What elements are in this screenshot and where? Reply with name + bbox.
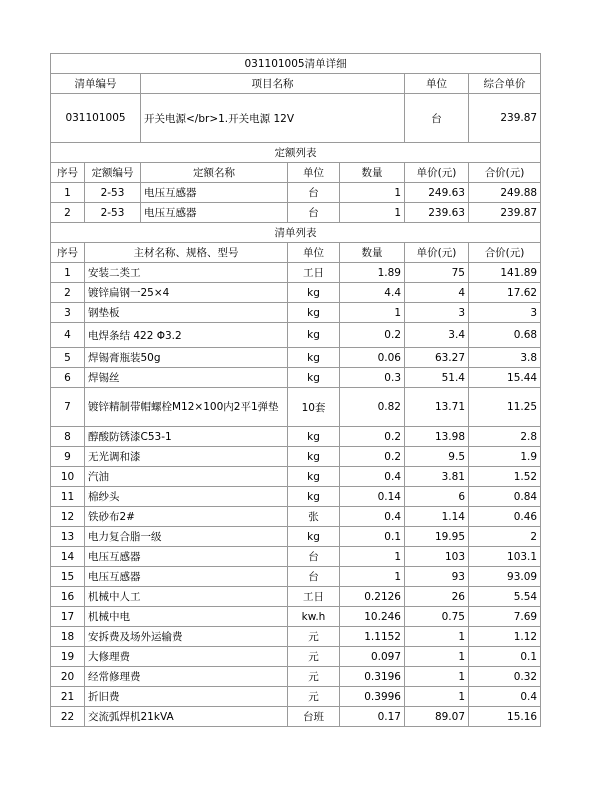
material-seq: 7 bbox=[51, 388, 85, 427]
material-seq: 3 bbox=[51, 303, 85, 323]
material-row bbox=[51, 547, 541, 567]
material-unit: 10套 bbox=[288, 388, 340, 427]
material-unit: kg bbox=[288, 323, 340, 348]
material-price: 1 bbox=[405, 687, 469, 707]
quota-name: 电压互感器 bbox=[141, 183, 288, 203]
material-seq: 4 bbox=[51, 323, 85, 348]
material-name: 钢垫板 bbox=[85, 303, 288, 323]
material-name: 安拆费及场外运输费 bbox=[85, 627, 288, 647]
material-price: 3 bbox=[405, 303, 469, 323]
material-price-header: 单价(元) bbox=[405, 243, 469, 263]
quota-total-header: 合价(元) bbox=[469, 163, 541, 183]
material-header-row bbox=[51, 243, 541, 263]
material-qty: 0.14 bbox=[340, 487, 405, 507]
material-row bbox=[51, 567, 541, 587]
material-seq: 19 bbox=[51, 647, 85, 667]
material-total: 1.9 bbox=[469, 447, 541, 467]
quota-price: 239.63 bbox=[405, 203, 469, 223]
bill-code-header: 清单编号 bbox=[51, 74, 141, 94]
quota-price: 249.63 bbox=[405, 183, 469, 203]
material-seq: 12 bbox=[51, 507, 85, 527]
material-seq: 21 bbox=[51, 687, 85, 707]
bill-detail-table bbox=[50, 53, 541, 727]
material-total: 5.54 bbox=[469, 587, 541, 607]
material-qty: 1.1152 bbox=[340, 627, 405, 647]
material-unit: kg bbox=[288, 467, 340, 487]
material-price: 6 bbox=[405, 487, 469, 507]
material-name: 电焊条结 422 Φ3.2 bbox=[85, 323, 288, 348]
material-qty: 0.3996 bbox=[340, 687, 405, 707]
material-qty: 0.1 bbox=[340, 527, 405, 547]
material-name: 电力复合脂一级 bbox=[85, 527, 288, 547]
quota-total: 249.88 bbox=[469, 183, 541, 203]
material-row bbox=[51, 487, 541, 507]
material-name: 镀锌精制带帽螺栓M12×100内2平1弹垫 bbox=[85, 388, 288, 427]
material-unit: 工日 bbox=[288, 263, 340, 283]
material-total-header: 合价(元) bbox=[469, 243, 541, 263]
material-name: 汽油 bbox=[85, 467, 288, 487]
material-row bbox=[51, 587, 541, 607]
material-name: 焊锡丝 bbox=[85, 368, 288, 388]
material-unit: kg bbox=[288, 427, 340, 447]
material-name: 机械中电 bbox=[85, 607, 288, 627]
material-row bbox=[51, 627, 541, 647]
material-seq: 10 bbox=[51, 467, 85, 487]
material-row bbox=[51, 607, 541, 627]
material-qty: 1.89 bbox=[340, 263, 405, 283]
material-name: 经常修理费 bbox=[85, 667, 288, 687]
material-seq: 15 bbox=[51, 567, 85, 587]
quota-code-header: 定额编号 bbox=[85, 163, 141, 183]
material-name: 交流弧焊机21kVA bbox=[85, 707, 288, 727]
material-qty: 0.4 bbox=[340, 507, 405, 527]
quota-code: 2-53 bbox=[85, 183, 141, 203]
quota-unit: 台 bbox=[288, 183, 340, 203]
material-unit: 台 bbox=[288, 567, 340, 587]
material-total: 1.52 bbox=[469, 467, 541, 487]
material-total: 17.62 bbox=[469, 283, 541, 303]
material-qty: 1 bbox=[340, 567, 405, 587]
material-total: 0.32 bbox=[469, 667, 541, 687]
quota-unit-header: 单位 bbox=[288, 163, 340, 183]
material-unit-header: 单位 bbox=[288, 243, 340, 263]
material-row bbox=[51, 427, 541, 447]
material-total: 103.1 bbox=[469, 547, 541, 567]
bill-price-header: 综合单价 bbox=[469, 74, 541, 94]
bill-header-row bbox=[51, 74, 541, 94]
material-row bbox=[51, 527, 541, 547]
material-qty-header: 数量 bbox=[340, 243, 405, 263]
material-name: 电压互感器 bbox=[85, 567, 288, 587]
material-unit: kw.h bbox=[288, 607, 340, 627]
material-unit: kg bbox=[288, 348, 340, 368]
bill-unit: 台 bbox=[405, 94, 469, 143]
material-unit: 元 bbox=[288, 687, 340, 707]
material-unit: kg bbox=[288, 527, 340, 547]
material-price: 1 bbox=[405, 667, 469, 687]
material-total: 1.12 bbox=[469, 627, 541, 647]
material-price: 103 bbox=[405, 547, 469, 567]
material-name: 大修理费 bbox=[85, 647, 288, 667]
material-price: 13.71 bbox=[405, 388, 469, 427]
material-qty: 0.2126 bbox=[340, 587, 405, 607]
material-qty: 10.246 bbox=[340, 607, 405, 627]
quota-total: 239.87 bbox=[469, 203, 541, 223]
material-name: 焊锡膏瓶装50g bbox=[85, 348, 288, 368]
quota-seq-header: 序号 bbox=[51, 163, 85, 183]
material-seq-header: 序号 bbox=[51, 243, 85, 263]
material-seq: 6 bbox=[51, 368, 85, 388]
material-qty: 0.4 bbox=[340, 467, 405, 487]
material-name: 镀锌扁钢一25×4 bbox=[85, 283, 288, 303]
quota-name-header: 定额名称 bbox=[141, 163, 288, 183]
material-qty: 0.82 bbox=[340, 388, 405, 427]
bill-title: 031101005清单详细 bbox=[51, 54, 541, 74]
material-seq: 20 bbox=[51, 667, 85, 687]
material-price: 1 bbox=[405, 627, 469, 647]
material-price: 93 bbox=[405, 567, 469, 587]
material-unit: 元 bbox=[288, 667, 340, 687]
material-row bbox=[51, 447, 541, 467]
material-row bbox=[51, 323, 541, 348]
material-total: 15.16 bbox=[469, 707, 541, 727]
quota-title: 定额列表 bbox=[51, 143, 541, 163]
material-price: 9.5 bbox=[405, 447, 469, 467]
material-unit: 台 bbox=[288, 547, 340, 567]
material-total: 3.8 bbox=[469, 348, 541, 368]
bill-price: 239.87 bbox=[469, 94, 541, 143]
bill-name: 开关电源</br>1.开关电源 12V bbox=[141, 94, 405, 143]
material-total: 93.09 bbox=[469, 567, 541, 587]
material-name: 电压互感器 bbox=[85, 547, 288, 567]
material-total: 0.84 bbox=[469, 487, 541, 507]
material-row bbox=[51, 667, 541, 687]
bill-title-row bbox=[51, 54, 541, 74]
material-unit: 台班 bbox=[288, 707, 340, 727]
material-total: 0.46 bbox=[469, 507, 541, 527]
material-title-row bbox=[51, 223, 541, 243]
material-qty: 0.06 bbox=[340, 348, 405, 368]
material-total: 7.69 bbox=[469, 607, 541, 627]
material-row bbox=[51, 687, 541, 707]
material-qty: 4.4 bbox=[340, 283, 405, 303]
material-price: 51.4 bbox=[405, 368, 469, 388]
material-row bbox=[51, 303, 541, 323]
material-total: 15.44 bbox=[469, 368, 541, 388]
material-unit: 张 bbox=[288, 507, 340, 527]
material-total: 3 bbox=[469, 303, 541, 323]
material-total: 2.8 bbox=[469, 427, 541, 447]
material-name-header: 主材名称、规格、型号 bbox=[85, 243, 288, 263]
material-name: 机械中人工 bbox=[85, 587, 288, 607]
material-price: 75 bbox=[405, 263, 469, 283]
material-seq: 1 bbox=[51, 263, 85, 283]
material-qty: 0.097 bbox=[340, 647, 405, 667]
quota-price-header: 单价(元) bbox=[405, 163, 469, 183]
material-unit: kg bbox=[288, 447, 340, 467]
material-seq: 2 bbox=[51, 283, 85, 303]
quota-name: 电压互感器 bbox=[141, 203, 288, 223]
quota-unit: 台 bbox=[288, 203, 340, 223]
material-qty: 1 bbox=[340, 547, 405, 567]
material-price: 63.27 bbox=[405, 348, 469, 368]
material-qty: 0.2 bbox=[340, 427, 405, 447]
material-unit: 元 bbox=[288, 647, 340, 667]
bill-unit-header: 单位 bbox=[405, 74, 469, 94]
material-qty: 0.2 bbox=[340, 447, 405, 467]
material-name: 醇酸防锈漆C53-1 bbox=[85, 427, 288, 447]
material-total: 141.89 bbox=[469, 263, 541, 283]
material-qty: 1 bbox=[340, 303, 405, 323]
quota-code: 2-53 bbox=[85, 203, 141, 223]
material-price: 3.81 bbox=[405, 467, 469, 487]
material-row bbox=[51, 263, 541, 283]
material-price: 19.95 bbox=[405, 527, 469, 547]
material-total: 0.68 bbox=[469, 323, 541, 348]
quota-seq: 2 bbox=[51, 203, 85, 223]
quota-qty: 1 bbox=[340, 183, 405, 203]
material-row bbox=[51, 647, 541, 667]
quota-seq: 1 bbox=[51, 183, 85, 203]
material-seq: 22 bbox=[51, 707, 85, 727]
material-unit: 元 bbox=[288, 627, 340, 647]
quota-row bbox=[51, 203, 541, 223]
material-unit: kg bbox=[288, 283, 340, 303]
quota-row bbox=[51, 183, 541, 203]
material-row bbox=[51, 467, 541, 487]
material-total: 11.25 bbox=[469, 388, 541, 427]
material-price: 3.4 bbox=[405, 323, 469, 348]
material-name: 折旧费 bbox=[85, 687, 288, 707]
quota-header-row bbox=[51, 163, 541, 183]
material-price: 26 bbox=[405, 587, 469, 607]
material-price: 1 bbox=[405, 647, 469, 667]
material-seq: 5 bbox=[51, 348, 85, 368]
material-total: 2 bbox=[469, 527, 541, 547]
quota-qty-header: 数量 bbox=[340, 163, 405, 183]
material-row bbox=[51, 283, 541, 303]
material-unit: kg bbox=[288, 303, 340, 323]
material-price: 13.98 bbox=[405, 427, 469, 447]
material-name: 安装二类工 bbox=[85, 263, 288, 283]
material-seq: 9 bbox=[51, 447, 85, 467]
material-name: 无光调和漆 bbox=[85, 447, 288, 467]
material-seq: 11 bbox=[51, 487, 85, 507]
material-title: 清单列表 bbox=[51, 223, 541, 243]
material-row bbox=[51, 388, 541, 427]
material-seq: 13 bbox=[51, 527, 85, 547]
material-qty: 0.3 bbox=[340, 368, 405, 388]
material-qty: 0.17 bbox=[340, 707, 405, 727]
bill-code: 031101005 bbox=[51, 94, 141, 143]
quota-title-row bbox=[51, 143, 541, 163]
material-total: 0.1 bbox=[469, 647, 541, 667]
material-name: 棉纱头 bbox=[85, 487, 288, 507]
quota-qty: 1 bbox=[340, 203, 405, 223]
material-name: 铁砂布2# bbox=[85, 507, 288, 527]
material-seq: 18 bbox=[51, 627, 85, 647]
material-price: 89.07 bbox=[405, 707, 469, 727]
material-price: 0.75 bbox=[405, 607, 469, 627]
material-seq: 17 bbox=[51, 607, 85, 627]
material-unit: kg bbox=[288, 487, 340, 507]
material-row bbox=[51, 507, 541, 527]
material-unit: 工日 bbox=[288, 587, 340, 607]
material-total: 0.4 bbox=[469, 687, 541, 707]
material-seq: 16 bbox=[51, 587, 85, 607]
bill-row bbox=[51, 94, 541, 143]
material-unit: kg bbox=[288, 368, 340, 388]
material-seq: 8 bbox=[51, 427, 85, 447]
material-seq: 14 bbox=[51, 547, 85, 567]
material-qty: 0.3196 bbox=[340, 667, 405, 687]
material-price: 4 bbox=[405, 283, 469, 303]
material-row bbox=[51, 368, 541, 388]
material-qty: 0.2 bbox=[340, 323, 405, 348]
material-row bbox=[51, 707, 541, 727]
material-price: 1.14 bbox=[405, 507, 469, 527]
bill-name-header: 项目名称 bbox=[141, 74, 405, 94]
material-row bbox=[51, 348, 541, 368]
